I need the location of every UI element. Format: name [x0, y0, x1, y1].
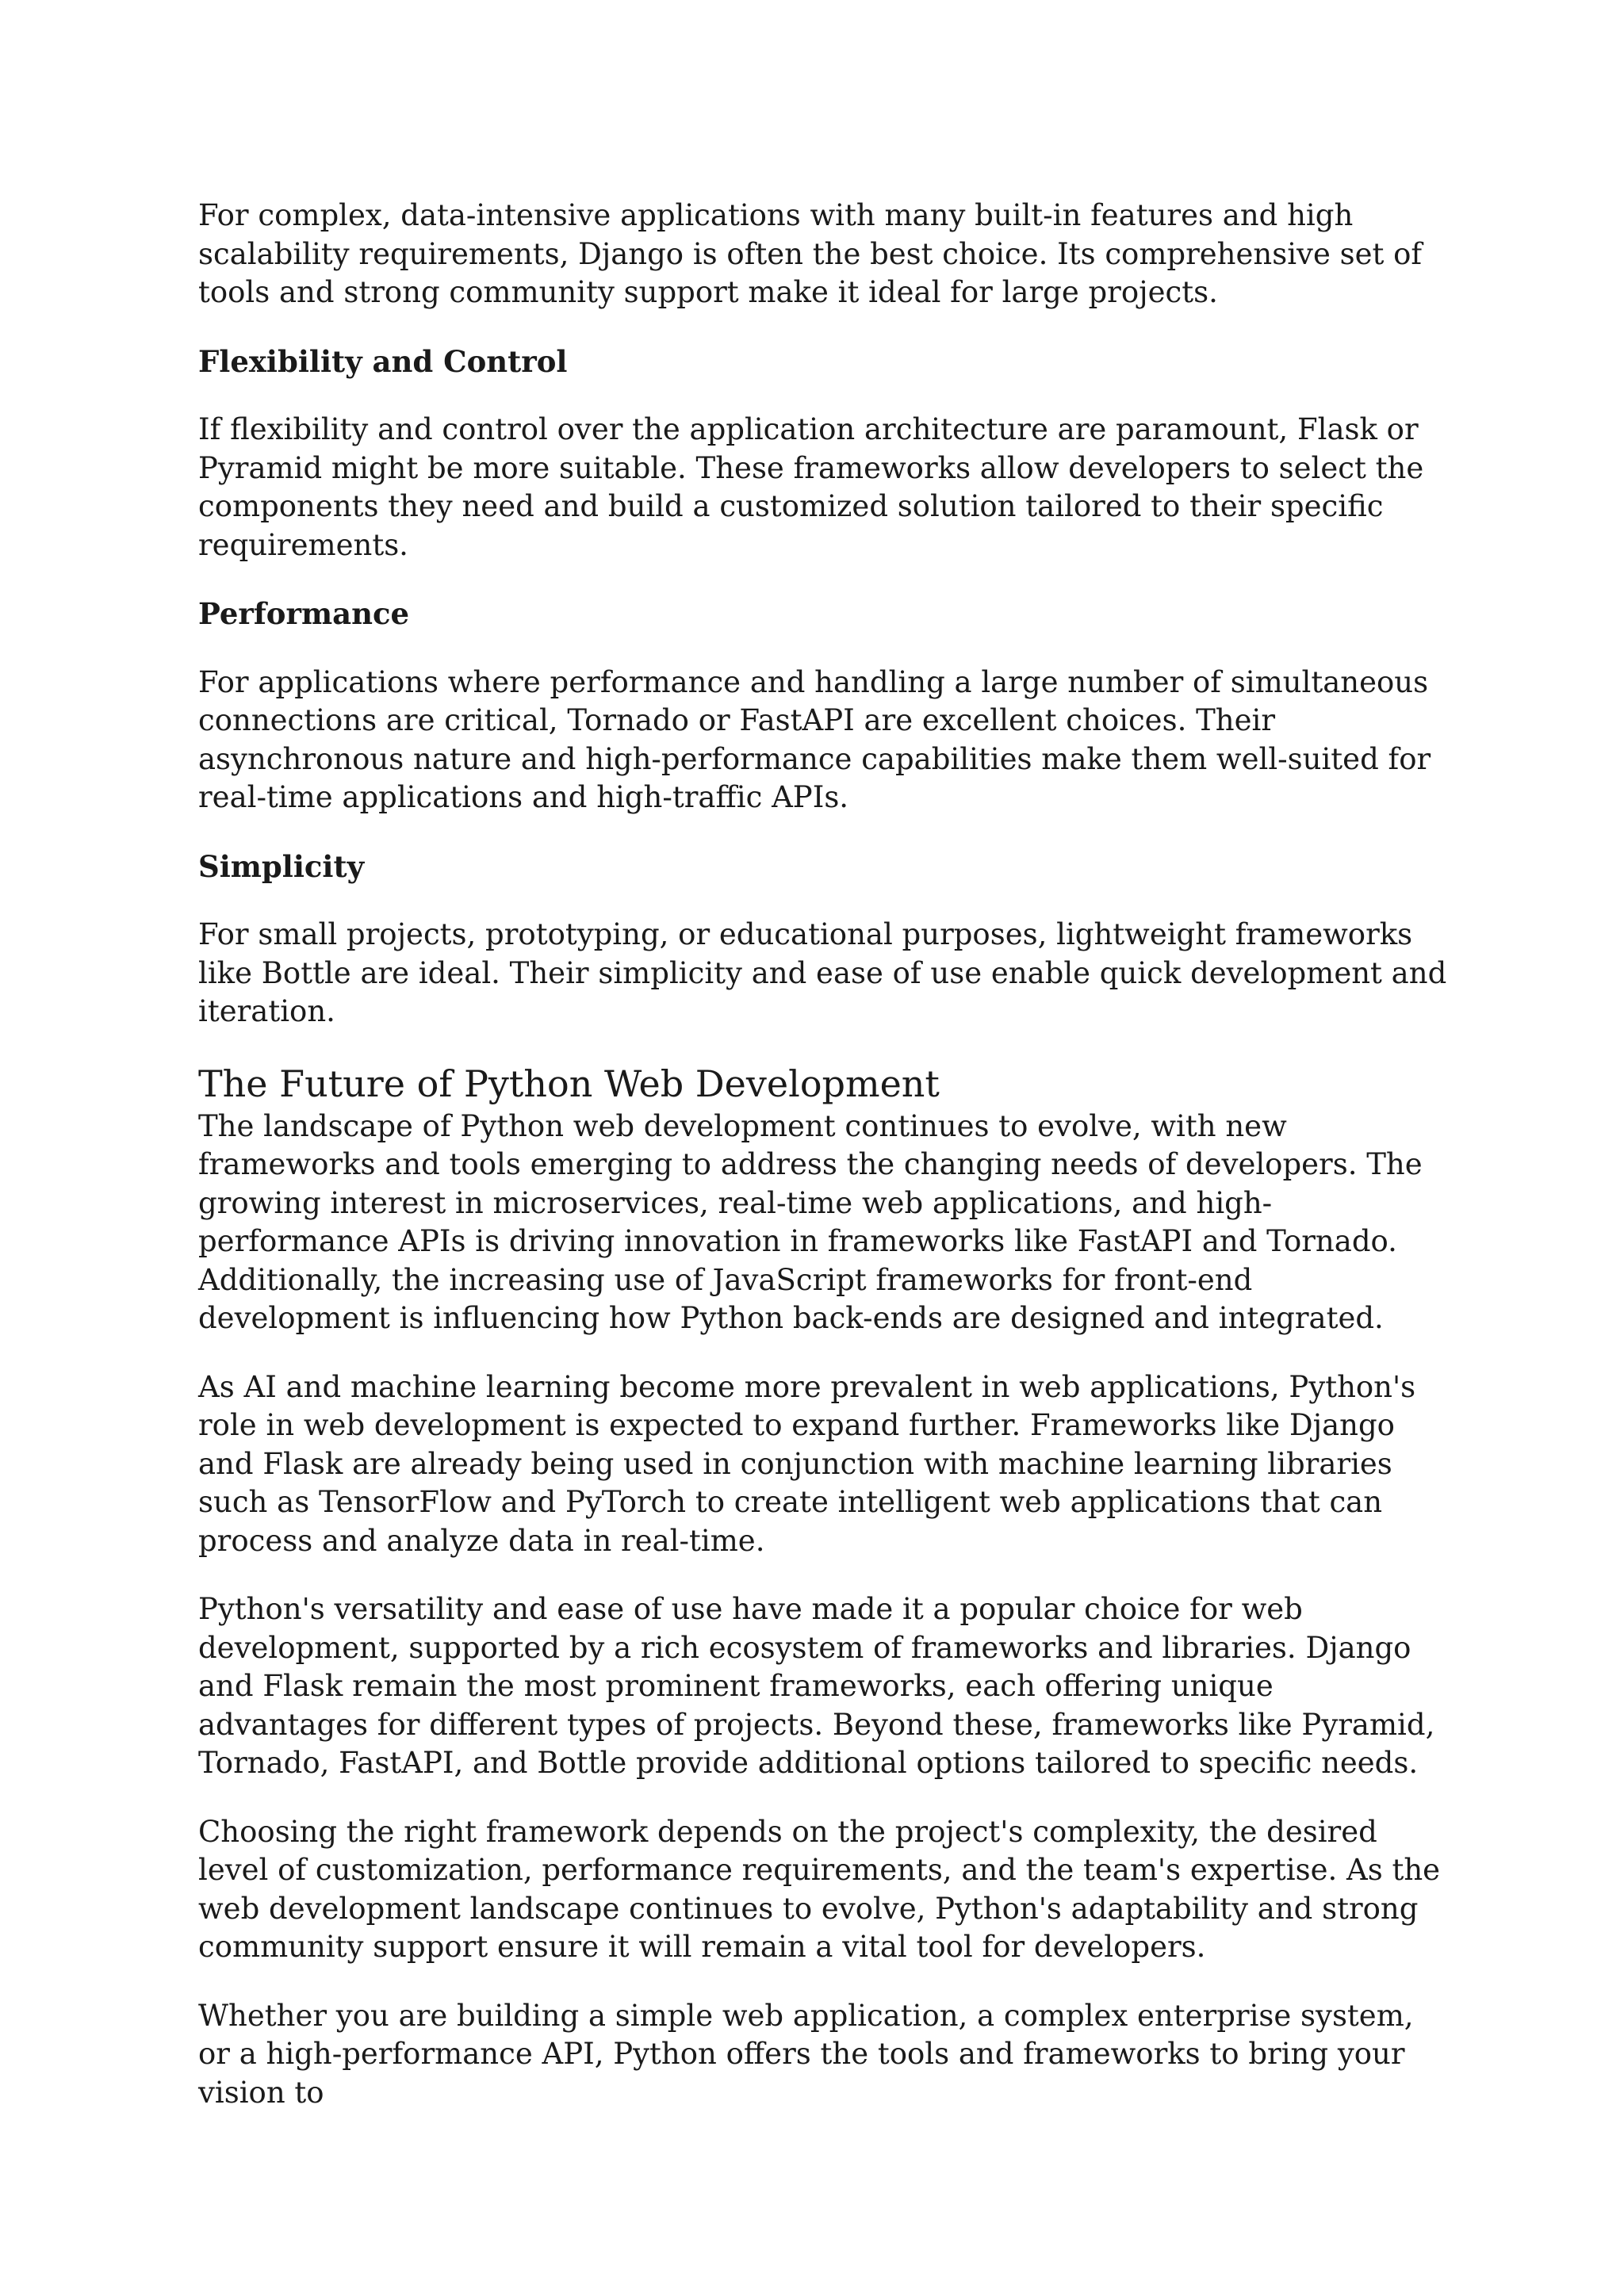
paragraph-versatility: Python's versatility and ease of use have made it a popular choice for web development, supported by a rich ecosystem of frameworks and libraries. Django and Flask remain the most prominent frameworks, each offering unique advantages for different types of projects. Beyond these, frameworks like Pyramid, Tornado, FastAPI, and Bottle provide additional options tailored to specific needs. — [198, 1592, 1435, 1780]
section-heading-future: The Future of Python Web Development — [198, 1062, 940, 1105]
paragraph-simplicity: For small projects, prototyping, or educational purposes, lightweight frameworks like Bottle are ideal. Their simplicity and ease of use enable quick development and iteration. — [198, 917, 1447, 1028]
subheading-flexibility-control: Flexibility and Control — [198, 343, 568, 379]
paragraph-choosing: Choosing the right framework depends on the project's complexity, the desired level of customization, performance requirements, and the team's expertise. As the web development landscape continues to evolve, Python's adaptability and strong community support ensure it will remain a vital tool for developers. — [198, 1814, 1441, 1964]
subheading-simplicity: Simplicity — [198, 848, 365, 884]
subheading-performance: Performance — [198, 596, 410, 631]
paragraph-landscape: The landscape of Python web development continues to evolve, with new frameworks and tools emerging to address the changing needs of developers. The growing interest in microservices, real-time web applications, and high-performance APIs is driving innovation in frameworks like FastAPI and Tornado. Additionally, the increasing use of JavaScript frameworks for front-end development is influencing how Python back-ends are designed and integrated. — [198, 1108, 1423, 1335]
paragraph-performance: For applications where performance and handling a large number of simultaneous connections are critical, Tornado or FastAPI are excellent choices. Their asynchronous nature and high-performance capabilities make them well-suited for real-time applications and high-traffic APIs. — [198, 664, 1431, 814]
paragraph-ai-ml: As AI and machine learning become more prevalent in web applications, Python's role in web development is expected to expand further. Frameworks like Django and Flask are already being used in conjunction with machine learning libraries such as TensorFlow and PyTorch to create intelligent web applications that can process and analyze data in real-time. — [198, 1369, 1416, 1558]
paragraph-django-choice: For complex, data-intensive applications with many built-in features and high scalability requirements, Django is often the best choice. Its comprehensive set of tools and strong community support make it ideal for large projects. — [198, 198, 1423, 309]
paragraph-flexibility: If flexibility and control over the application architecture are paramount, Flask or Pyramid might be more suitable. These frameworks allow developers to select the components they need and build a customized solution tailored to their specific requirements. — [198, 412, 1424, 562]
paragraph-whether: Whether you are building a simple web application, a complex enterprise system, or a high-performance API, Python offers the tools and frameworks to bring your vision to — [198, 1998, 1414, 2110]
document-body — [198, 197, 1451, 2142]
